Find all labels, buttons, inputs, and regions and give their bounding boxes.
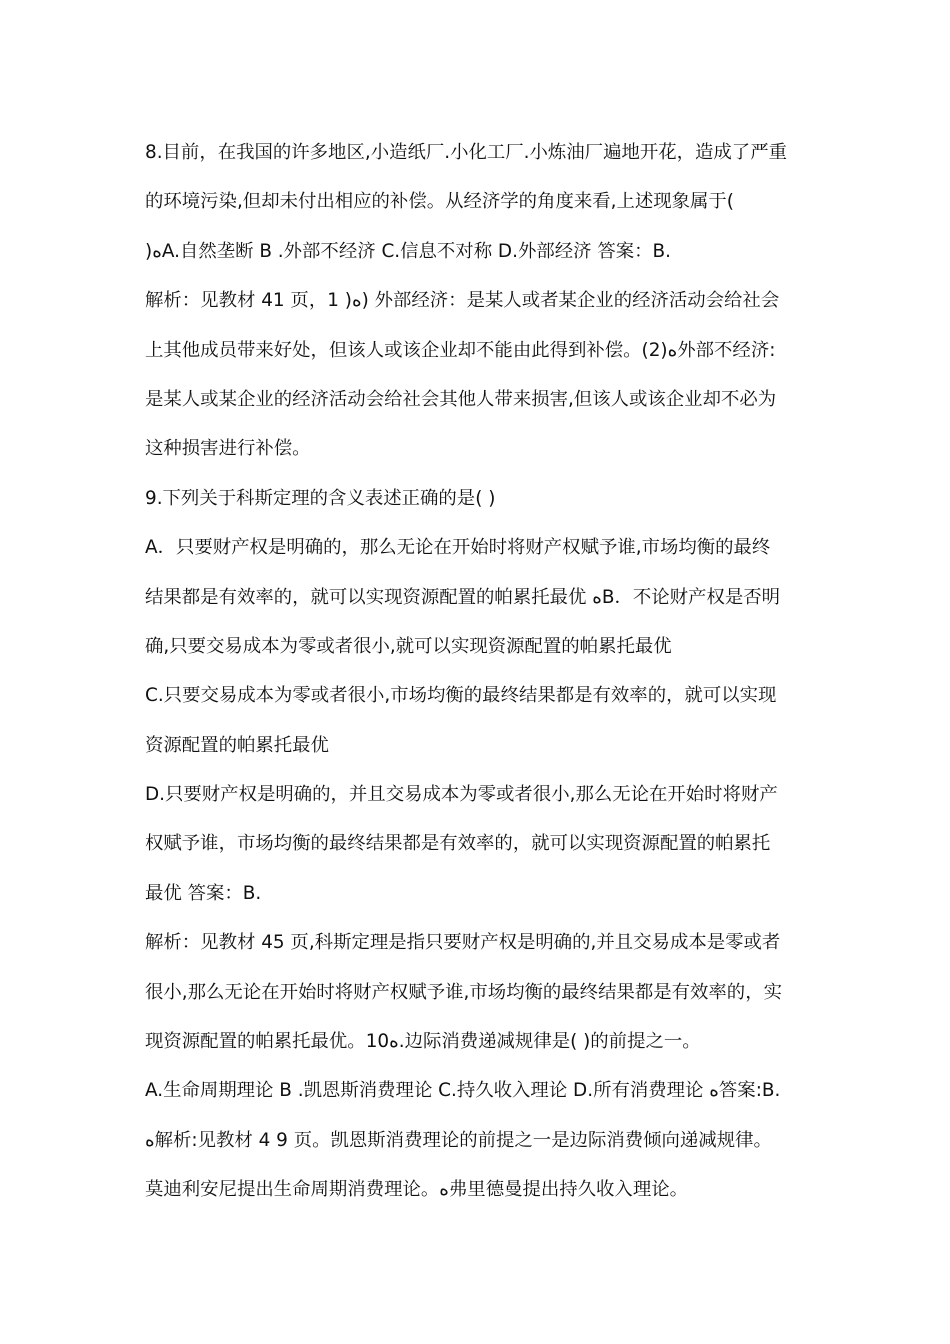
question-9-option-d-line-1: D.只要财产权是明确的，并且交易成本为零或者很小,那么无论在开始时将财产 (145, 784, 778, 806)
question-10-analysis-line-2: 莫迪利安尼提出生命周期消费理论。ﻩ弗里德曼提出持久收入理论。 (145, 1179, 688, 1201)
question-9-stem: 9.下列关于科斯定理的含义表述正确的是( ) (145, 487, 496, 509)
document-body (145, 128, 817, 1215)
question-8-line-1: 8.目前，在我国的许多地区,小造纸厂.小化工厂.小炼油厂遍地开花，造成了严重 (145, 142, 787, 163)
question-9-option-d-line-2: 权赋予谁，市场均衡的最终结果都是有效率的，就可以实现资源配置的帕累托 (145, 833, 771, 855)
question-8-options-answer: )ﻩA.自然垄断 B .外部不经济 C.信息不对称 D.外部经济 答案：B. (145, 240, 671, 262)
question-8-line-2: 的环境污染,但却未付出相应的补偿。从经济学的角度来看,上述现象属于( (145, 191, 734, 213)
question-9-option-c-line-1: C.只要交易成本为零或者很小,市场均衡的最终结果都是有效率的，就可以实现 (145, 685, 777, 707)
question-8-analysis-line-3: 是某人或某企业的经济活动会给社会其他人带来损害,但该人或该企业却不必为 (145, 388, 777, 410)
question-9-option-c-line-2: 资源配置的帕累托最优 (145, 734, 329, 756)
question-9-analysis-line-1: 解析：见教材 45 页,科斯定理是指只要财产权是明确的,并且交易成本是零或者 (145, 932, 781, 954)
question-9-option-a-line-1: A．只要财产权是明确的，那么无论在开始时将财产权赋予谁,市场均衡的最终 (145, 537, 771, 559)
question-9-option-a-line-2: 结果都是有效率的，就可以实现资源配置的帕累托最优 ﻩB．不论财产权是否明 (145, 586, 781, 608)
question-8-analysis-line-1: 解析：见教材 41 页，1 )ﻩ) 外部经济：是某人或者某企业的经济活动会给社会 (145, 290, 780, 312)
question-10-stem: 现资源配置的帕累托最优。10ﻩ.边际消费递减规律是( )的前提之一。 (145, 1031, 701, 1053)
question-10-options-answer: A.生命周期理论 B .凯恩斯消费理论 C.持久收入理论 D.所有消费理论 ﻩ答案:B. (145, 1080, 781, 1102)
question-9-answer: 最优 答案：B. (145, 882, 262, 904)
question-8-analysis-line-4: 这种损害进行补偿。 (145, 438, 311, 460)
question-8-analysis-line-2: 上其他成员带来好处，但该人或该企业却不能由此得到补偿。(2)ﻩ外部不经济: (145, 339, 776, 361)
question-9-option-b-line-2: 确,只要交易成本为零或者很小,就可以实现资源配置的帕累托最优 (145, 635, 672, 657)
question-9-analysis-line-2: 很小,那么无论在开始时将财产权赋予谁,市场均衡的最终结果都是有效率的，实 (145, 981, 782, 1003)
question-10-analysis-line-1: ﻩ解析:见教材 4 9 页。凯恩斯消费理论的前提之一是边际消费倾向递减规律。 (145, 1129, 772, 1151)
